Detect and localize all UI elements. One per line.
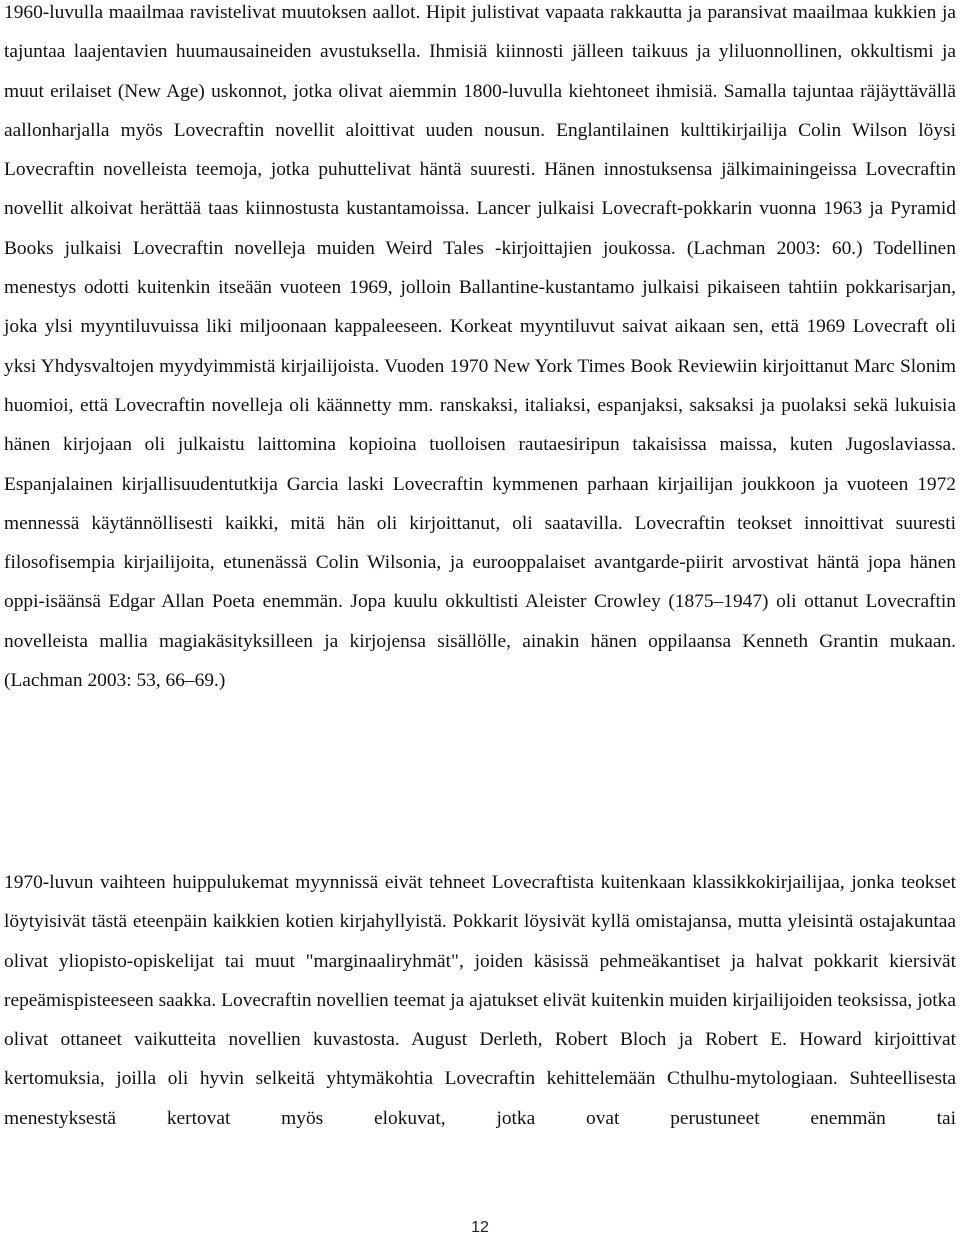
body-paragraph-1970s: 1970-luvun vaihteen huippulukemat myynnissä eivät tehneet Lovecraftista kuitenkaan klassikkokirjailijaa, jonka teokset löytyisivät tästä eteenpäin kaikkien kotien kirjahyllyistä. Pokkarit löysivät kyllä omistajansa, mutta yleisintä ostajakuntaa olivat yliopisto-opiskelijat tai muut "marginaaliryhmät", joiden käsissä pehmeäkantiset ja halvat pokkarit kiersivät repeämispisteeseen saakka. Lovecraftin novellien teemat ja ajatukset elivät kuitenkin muiden kirjailijoiden teoksissa, jotka olivat ottaneet vaikutteita novellien kuvastosta. August Derleth, Robert Bloch ja Robert E. Howard kirjoittivat kertomuksia, joilla oli hyvin selkeitä yhtymäkohtia Lovecraftin kehittelemään Cthulhu-mytologiaan. Suhteellisesta menestyksestä kertovat myös elokuvat, jotka ovat perustuneet enemmän tai bbox=[4, 872, 956, 1129]
body-paragraph-1960s: 1960-luvulla maailmaa ravistelivat muutoksen aallot. Hipit julistivat vapaata rakkautta ja paransivat maailmaa kukkien ja tajuntaa laajentavien huumausaineiden avustuksella. Ihmisiä kiinnosti jälleen taikuus ja yliluonnollinen, okkultismi ja muut erilaiset (New Age) uskonnot, jotka olivat aiemmin 1800-luvulla kiehtoneet ihmisiä. Samalla tajuntaa räjäyttävällä aallonharjalla myös Lovecraftin novellit aloittivat uuden nousun. Englantilainen kulttikirjailija Colin Wilson löysi Lovecraftin novelleista teemoja, jotka puhuttelivat häntä suuresti. Hänen innostuksensa jälkimainingeissa Lovecraftin novellit alkoivat herättää taas kiinnostusta kustantamoissa. Lancer julkaisi Lovecraft-pokkarin vuonna 1963 ja Pyramid Books julkaisi Lovecraftin novelleja muiden Weird Tales -kirjoittajien joukossa. (Lachman 2003: 60.) Todellinen menestys odotti kuitenkin itseään vuoteen 1969, jolloin Ballantine-kustantamo julkaisi pikaiseen tahtiin pokkarisarjan, joka ylsi myyntiluvuissa liki miljoonaan kappaleeseen. Korkeat myyntiluvut saivat aikaan sen, että 1969 Lovecraft oli yksi Yhdysvaltojen myydyimmistä kirjailijoista. Vuoden 1970 New York Times Book Reviewiin kirjoittanut Marc Slonim huomioi, että Lovecraftin novelleja oli käännetty mm. ranskaksi, italiaksi, espanjaksi, saksaksi ja puolaksi sekä lukuisia hänen kirjojaan oli julkaistu laittomina kopioina tuolloisen rautaesiripun takaisissa maissa, kuten Jugoslaviassa. Espanjalainen kirjallisuudentutkija Garcia laski Lovecraftin kymmenen parhaan kirjailijan joukkoon ja vuoteen 1972 mennessä käytännöllisesti kaikki, mitä hän oli kirjoittanut, oli saatavilla. Lovecraftin teokset innoittivat suuresti filosofisempia kirjailijoita, etunenässä Colin Wilsonia, ja eurooppalaiset avantgarde-piirit arvostivat häntä jopa hänen oppi-isäänsä Edgar Allan Poeta enemmän. Jopa kuulu okkultisti Aleister Crowley (1875–1947) oli ottanut Lovecraftin novelleista mallia magiakäsityksilleen ja kirjojensa sisällölle, ainakin hänen oppilaansa Kenneth Grantin mukaan. (Lachman 2003: 53, 66–69.) bbox=[4, 2, 956, 692]
document-page bbox=[4, 0, 956, 1240]
page-number: 12 bbox=[471, 1219, 489, 1236]
